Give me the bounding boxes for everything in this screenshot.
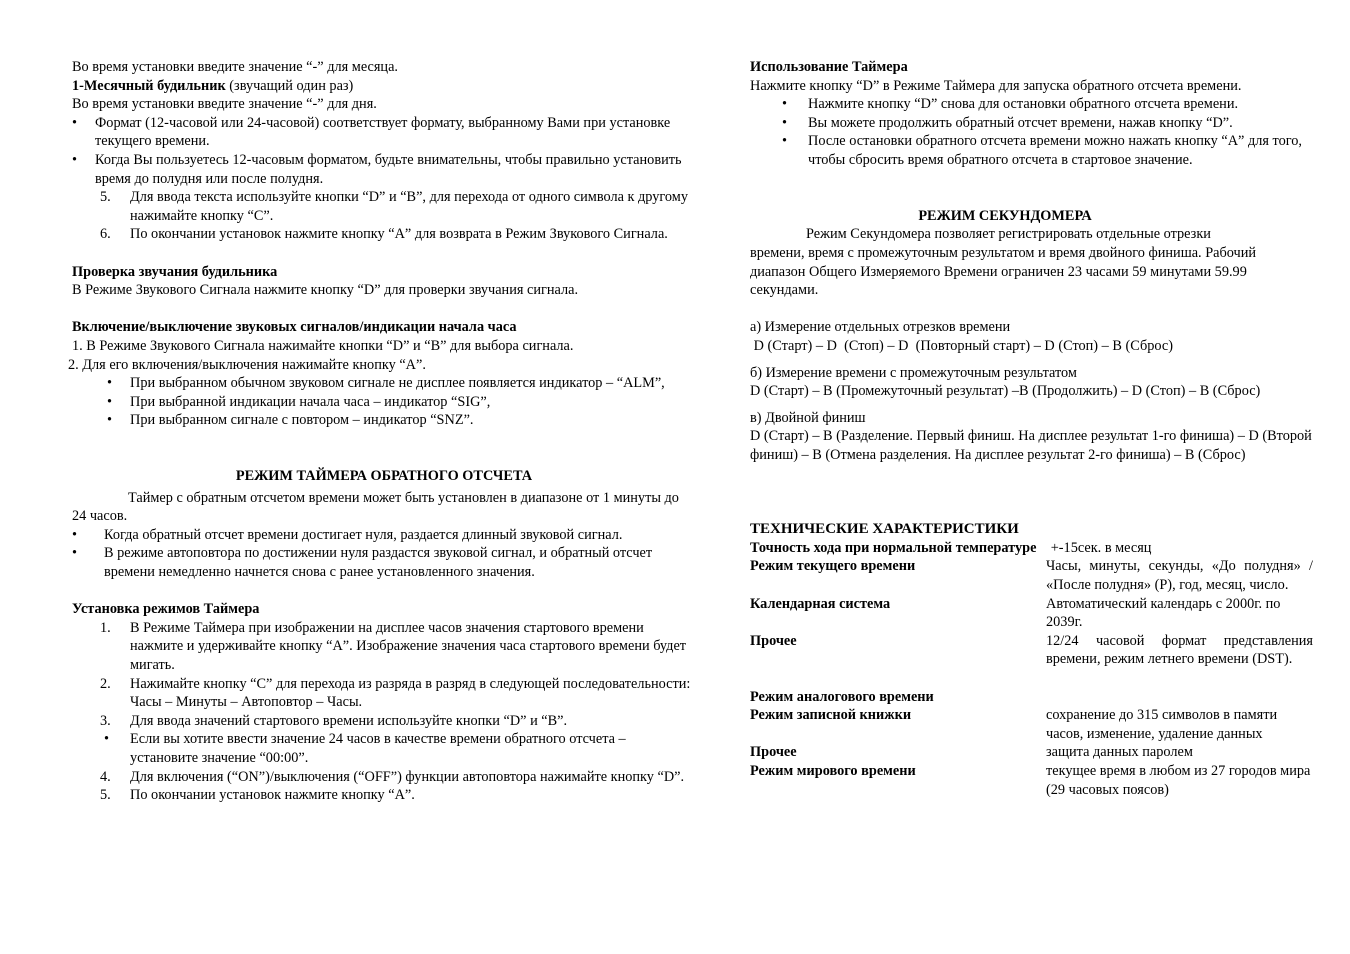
- list-number: 3.: [100, 712, 111, 729]
- bold-term: 1-Месячный будильник: [72, 77, 226, 94]
- paragraph: D (Старт) – D (Стоп) – D (Повторный старт) – D (Стоп) – B (Сброс): [750, 337, 1173, 354]
- list-item: [72, 374, 696, 393]
- section-heading: Проверка звучания будильника: [72, 263, 278, 280]
- list-item: [72, 188, 696, 225]
- list-item-text: По окончании установок нажмите кнопку “A”.: [130, 787, 415, 804]
- paragraph: а) Измерение отдельных отрезков времени: [750, 319, 1011, 336]
- spec-label: Режим мирового времени: [750, 762, 916, 779]
- list-item: [72, 544, 696, 581]
- list-item-text: Для включения (“ON”)/выключения (“OFF”) функции автоповтора нажимайте кнопку “D”.: [130, 768, 685, 785]
- section-heading: РЕЖИМ ТАЙМЕРА ОБРАТНОГО ОТСЧЕТА: [235, 468, 533, 485]
- list-item: [750, 95, 1315, 114]
- bullet-icon: •: [72, 114, 78, 131]
- paragraph: Нажмите кнопку “D” в Режиме Таймера для запуска обратного отсчета времени.: [750, 77, 1242, 94]
- spec-value: 12/24 часовой формат представления времени, режим летнего времени (DST).: [1046, 632, 1313, 668]
- list-number: 5.: [100, 189, 111, 206]
- list-item-text: При выбранном обычном звуковом сигнале не дисплее появляется индикатор – “ALM”,: [130, 375, 665, 392]
- paragraph: В Режиме Звукового Сигнала нажмите кнопку “D” для проверки звучания сигнала.: [72, 282, 579, 299]
- list-item: [72, 730, 696, 767]
- list-item-text: Для ввода значений стартового времени используйте кнопки “D” и “B”.: [130, 712, 568, 729]
- spec-value: +-15сек. в месяц: [1036, 539, 1152, 556]
- list-item-text: При выбранной индикации начала часа – индикатор “SIG”,: [130, 393, 491, 410]
- bullet-icon: •: [107, 393, 113, 410]
- spec-value: сохранение до 315 символов в памяти часов, изменение, удаление данных: [1046, 707, 1278, 742]
- spec-row: [750, 632, 1315, 669]
- bullet-icon: •: [72, 151, 78, 168]
- spec-value: [1046, 688, 1313, 707]
- spec-label: Режим текущего времени: [750, 558, 916, 575]
- list-item-text: В Режиме Таймера при изображении на дисплее часов значения стартового времени нажмите и удерживайте кнопку “A”. Изображение значения часа стартового времени будет мигать.: [130, 619, 687, 673]
- paragraph: D (Старт) – B (Разделение. Первый финиш. На дисплее результат 1-го финиша) – D (Второй финиш) – B (Отмена разделения. На дисплее результат 2-го финиша) – B (Сброс): [750, 428, 1312, 463]
- spec-label: Режим аналогового времени: [750, 688, 934, 705]
- list-item: [72, 619, 696, 675]
- spec-label: Календарная система: [750, 595, 891, 612]
- paragraph: D (Старт) – B (Промежуточный результат) –B (Продолжить) – D (Стоп) – B (Сброс): [750, 383, 1261, 400]
- list-item: [72, 675, 696, 712]
- spec-label: Точность хода при нормальной температуре: [750, 539, 1037, 556]
- list-item-text: По окончании установок нажмите кнопку “A” для возврата в Режим Звукового Сигнала.: [130, 226, 668, 243]
- spec-accuracy: [750, 539, 1315, 558]
- bullet-icon: •: [72, 526, 78, 543]
- list-item-text: Нажмите кнопку “D” снова для остановки обратного отсчета времени.: [808, 96, 1239, 113]
- bullet-icon: •: [107, 412, 113, 429]
- list-item-text: В режиме автоповтора по достижении нуля раздастся звуковой сигнал, и обратный отсчет времени немедленно начнется снова с ранее установленного значения.: [104, 545, 653, 581]
- list-item: [72, 114, 696, 151]
- list-item: [72, 411, 696, 430]
- spec-row: [750, 688, 1315, 707]
- spec-value: Часы, минуты, секунды, «До полудня» / «После полудня» (Р), год, месяц, число.: [1046, 558, 1313, 594]
- spec-value: текущее время в любом из 27 городов мира (29 часовых поясов): [1046, 762, 1311, 798]
- section-heading: РЕЖИМ СЕКУНДОМЕРА: [918, 207, 1092, 224]
- list-item: [72, 151, 696, 188]
- paragraph: 1. В Режиме Звукового Сигнала нажимайте кнопки “D” и “B” для выбора сигнала.: [72, 337, 574, 354]
- bullet-icon: •: [782, 114, 788, 131]
- spec-value: Автоматический календарь с 2000г. по 2039г.: [1046, 595, 1281, 631]
- list-item-text: Когда обратный отсчет времени достигает нуля, раздается длинный звуковой сигнал.: [104, 526, 623, 543]
- spec-row: [750, 557, 1315, 594]
- paragraph: Во время установки введите значение “-” для месяца.: [72, 59, 399, 75]
- paragraph: б) Измерение времени с промежуточным результатом: [750, 364, 1077, 381]
- spec-value: защита данных паролем: [1046, 744, 1193, 761]
- list-item: [72, 712, 696, 731]
- bullet-icon: •: [782, 133, 788, 150]
- list-item: [750, 132, 1315, 169]
- section-heading: ТЕХНИЧЕСКИЕ ХАРАКТЕРИСТИКИ: [750, 521, 1019, 538]
- list-number: 1.: [100, 619, 111, 636]
- text: (звучащий один раз): [225, 77, 354, 94]
- bullet-icon: •: [107, 375, 113, 392]
- list-number: 4.: [100, 768, 111, 785]
- paragraph: в) Двойной финиш: [750, 409, 866, 426]
- list-item-text: Формат (12-часовой или 24-часовой) соответствует формату, выбранному Вами при установке текущего времени.: [95, 114, 671, 150]
- paragraph: 2. Для его включения/выключения нажимайте кнопку “A”.: [68, 356, 426, 373]
- bullet-icon: •: [72, 545, 78, 562]
- spec-label: Прочее: [750, 632, 797, 649]
- list-number: 6.: [100, 226, 111, 243]
- section-heading: Включение/выключение звуковых сигналов/индикации начала часа: [72, 319, 517, 336]
- section-heading: Использование Таймера: [750, 59, 908, 75]
- list-item: [750, 114, 1315, 133]
- list-item: [72, 768, 696, 787]
- list-item-text: Для ввода текста используйте кнопки “D” и “B”, для перехода от одного символа к другому нажимайте кнопку “C”.: [130, 189, 688, 224]
- list-item: [72, 786, 696, 805]
- list-number: 2.: [100, 675, 111, 692]
- list-item: [72, 526, 696, 545]
- list-item-text: Вы можете продолжить обратный отсчет времени, нажав кнопку “D”.: [808, 114, 1233, 131]
- list-item-text: Если вы хотите ввести значение 24 часов в качестве времени обратного отсчета – установите значение “00:00”.: [130, 731, 626, 766]
- right-column: [750, 58, 1315, 799]
- spec-label: Режим записной книжки: [750, 707, 912, 724]
- bullet-icon: •: [782, 96, 788, 113]
- list-item: [72, 393, 696, 412]
- spec-row: [750, 595, 1315, 632]
- paragraph: Режим Секундомера позволяет регистрировать отдельные отрезки времени, время с промежуточным результатом и время двойного финиша. Рабочий диапазон Общего Измеряемого Времени ограничен 23 часами 59 минутами 59.99 секундами.: [750, 226, 1257, 299]
- paragraph: [72, 77, 696, 96]
- list-item-text: Когда Вы пользуетесь 12-часовым форматом, будьте внимательны, чтобы правильно установить время до полудня или после полудня.: [95, 151, 682, 187]
- spec-row: [750, 762, 1315, 799]
- paragraph: Во время установки введите значение “-” для дня.: [72, 96, 377, 113]
- list-number: 5.: [100, 787, 111, 804]
- spec-row: [750, 706, 1315, 743]
- list-item-text: После остановки обратного отсчета времени можно нажать кнопку “A” для того, чтобы сбросить время обратного отсчета в стартовое значение.: [808, 133, 1302, 168]
- left-column: [68, 58, 696, 805]
- section-heading: Установка режимов Таймера: [72, 601, 260, 618]
- list-item-text: Нажимайте кнопку “C” для перехода из разряда в разряд в следующей последовательности: Часы – Минуты – Автоповтор – Часы.: [130, 675, 691, 711]
- bullet-icon: •: [104, 731, 110, 748]
- spec-row: [750, 743, 1315, 762]
- spec-label: Прочее: [750, 744, 797, 761]
- list-item: [72, 225, 696, 244]
- list-item-text: При выбранном сигнале с повтором – индикатор “SNZ”.: [130, 412, 474, 429]
- paragraph: Таймер с обратным отсчетом времени может быть установлен в диапазоне от 1 минуты до 24 часов.: [72, 489, 679, 525]
